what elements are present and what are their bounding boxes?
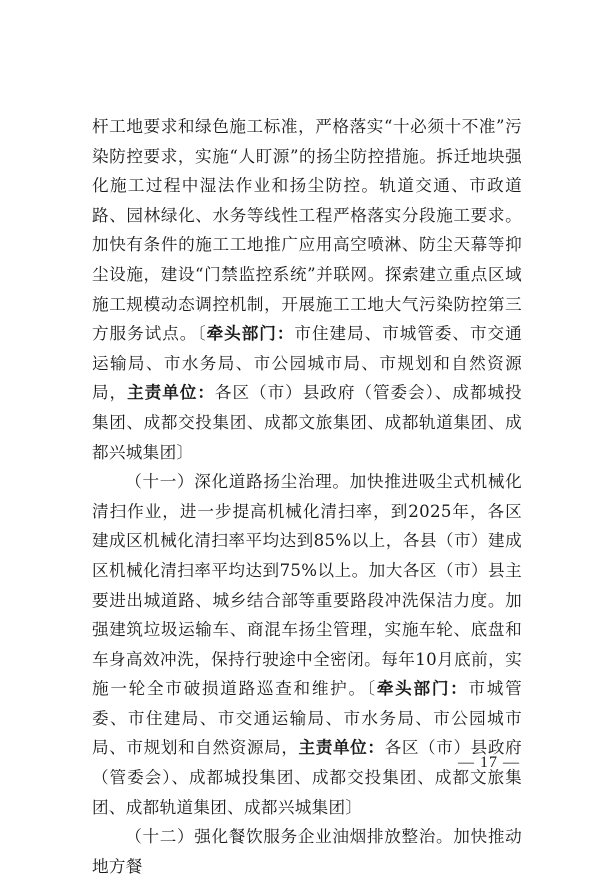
page-number: — 17 —	[458, 754, 520, 771]
text-segment: 杆工地要求和绿色施工标准，严格落实“十必须十不准”污染防控要求，实施“人盯源”的扬尘防控措施。拆迁地块强化施工过程中湿法作业和扬尘防控。轨道交通、市政道路、园林绿化、水务等线性工程严格落实分段施工要求。加快有条件的施工工地推广应用高空喷淋、防尘天幕等抑尘设施，建设“门禁监控系统”并联网。探索建立重点区域施工规模动态调控机制，开展施工工地大气污染防控第三方服务试点。〔	[92, 117, 522, 344]
lead-department-label: 牵头部门：	[376, 679, 469, 699]
paragraph-construction-dust	[92, 112, 522, 467]
responsible-unit-label: 主责单位：	[298, 738, 385, 758]
text-segment: 各区（市）县政府（管委会）、成都城投集团、成都交投集团、成都文旅集团、成都轨道集团、成都兴城集团〕	[92, 738, 522, 817]
responsible-unit-label: 主责单位：	[127, 383, 215, 403]
paragraph-catering-fumes	[92, 822, 522, 881]
lead-department-label: 牵头部门：	[206, 324, 295, 344]
text-segment: （十二）强化餐饮服务企业油烟排放整治。加快推动地方餐	[92, 827, 522, 876]
text-segment: 各区（市）县政府（管委会）、成都城投集团、成都交投集团、成都文旅集团、成都轨道集团、成都兴城集团〕	[92, 383, 522, 462]
text-segment: （十一）深化道路扬尘治理。加快推进吸尘式机械化清扫作业，进一步提高机械化清扫率，到2025年，各区建成区机械化清扫率平均达到85%以上，各县（市）建成区机械化清扫率平均达到75%以上。加大各区（市）县主要进出城道路、城乡结合部等重要路段冲洗保洁力度。加强建筑垃圾运输车、商混车扬尘管理，实施车轮、底盘和车身高效冲洗，保持行驶途中全密闭。每年10月底前，实施一轮全市破损道路巡查和维护。〔	[92, 472, 522, 699]
text-segment: 市城管委、市住建局、市交通运输局、市水务局、市公园城市局、市规划和自然资源局，	[92, 679, 523, 758]
text-segment: 市住建局、市城管委、市交通运输局、市水务局、市公园城市局、市规划和自然资源局，	[92, 324, 522, 403]
